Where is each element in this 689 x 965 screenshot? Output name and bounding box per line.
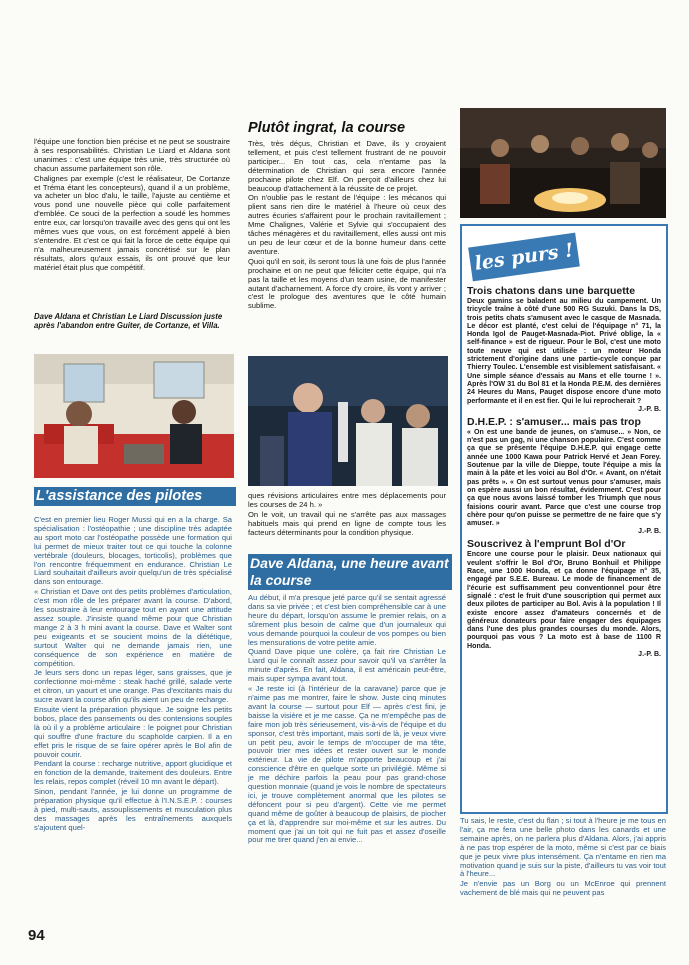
photo-caption: Dave Aldana et Christian Le Liard Discussion juste après l'abandon entre Guiter, de Cortanze, et Villa. — [34, 312, 223, 330]
sidebar-text: « On est une bande de jeunes, on s'amuse... » Non, ce n'est pas un gag, ni une chanson populaire. C'est comme ça que se présente l'équipe D.H.E.P. qui engage cette année une 1000 Kawa pour Patrick Hervé et Jean Forey. Soutenue par la ville de Dieppe, toute l'équipe a mis la main à la pâte et les voici au Bol d'Or. « Avant, on n'était pas prêts ». « On est surtout venus pour s'amuser, mais on espère aussi un bon résultat, évidemment. C'est pour ça que nous avons laissé tomber les Triumph que nous faisions courir avant. Parce que c'est une course trop chère pour qu'on puisse se permettre de ne faire que s'y amuser. » — [467, 427, 661, 528]
paragraph: ques révisions articulaires entre mes déplacements pour les courses de 24 h. » — [248, 491, 446, 509]
paragraph: Au début, il m'a presque jeté parce qu'il se sentait agressé dans sa vie privée ; et c'est bien compréhensible car à une heure du départ, lorsqu'on assume le premier relais, on a sûrement plus besoin de calme que d'un journaleux qui vous demande pourquoi la couleur de vos pompes ou bien les mensurations de votre petite amie. — [248, 593, 446, 647]
sidebar-text: Deux gamins se baladent au milieu du campement. Un tricycle traîne à côté d'une 500 RG Suzuki. Dans la DS, trois petits chats s'amusent avec le casque de Masnada. Le décor est planté, c'est celui de l'équipage n° 71, la Honda Igol de Pauget-Masnada-Piot. Privé oblige, la « self-finance » est de rigueur. Pour le Bol, c'est une moto toute neuve qui est utilisée : un moteur Honda strictement d'origine dans une partie-cycle conçue par Thierry Toulec. L'ensemble est visiblement satisfaisant. « Une simple séance d'essais au Mans et elle tourne ! ». Après l'OW 31 du Bol 81 et la Honda P.E.M. des dernières 24 Heures du Mans, Pauget dispose encore d'une moto performante et il en est fier. Qui le lui reprocherait ? — [467, 297, 661, 405]
photo-caravan-interior — [34, 354, 234, 478]
mid-text — [248, 492, 446, 539]
paragraph: « Je reste ici (à l'intérieur de la caravane) parce que je n'aime pas me montrer, faire le show. Juste cinq minutes avant la course — surtout pour Elf — après c'est fini, je baisse la visière et je me casse. Ça ne m'empêche pas de faire mon job très sérieusement, vis-à-vis de l'équipe et du sponsor, c'est très important, mais sorti de là, je veux vivre un petit peu, avoir le temps de m'occuper de ma tête, pouvoir trier mes idées et rester ouvert sur le monde extérieur. La vie de pilote m'apporte beaucoup et j'ai conscience d'être en quelque sorte un privilégié. Même si je me déchire parfois la peau pour pas grand-chose question monnaie (quand je vois le nombre de spectateurs ici, je trouve complètement anormal que les pilotes se défoncent pour si peu d'argent). Cette vie me permet quand même de goûter à beaucoup de plaisirs, de piocher ça et là, d'apprendre sur moi-même et sur les autres. Du moment que j'ai un toit qui ne fuit pas et assez d'oseille pour me tirer quand j'en ai envie... — [248, 684, 446, 845]
assist-heading: L'assistance des pilotes — [34, 487, 236, 506]
paragraph: On le voit, un travail qui ne s'arrête pas aux massages habituels mais qui prend en ligne de compte tous les facteurs déterminants pour la condition physique. — [248, 509, 446, 537]
col1-text — [34, 138, 230, 274]
sidebar-signature: J.-P. B. — [638, 405, 661, 413]
page-number: 94 — [28, 927, 45, 944]
paragraph: Ensuite vient la préparation physique. Je soigne les petits bobos, place des pansements ou des contensions souples là où il y a problème articulaire : le poignet pour Christian qui souffre d'une fracture du scaphoïde carpien. Il a en effet pris le risque de se faire opérer après le Bol afin de pouvoir courir. — [34, 705, 232, 759]
photo-night-crowd — [460, 108, 666, 218]
dave-heading: Dave Aldana, une heure avant la course — [248, 554, 452, 590]
sidebar-content — [467, 286, 661, 662]
paragraph: Très, très déçus, Christian et Dave, ils y croyaient tellement, et puis c'est tellement frustrant de ne pouvoir participer... En tout cas, cela n'entame pas la détermination de Christian qui sera encore l'année prochaine pilote chez Elf. On perçoit d'ailleurs chez lui beaucoup d'attachement à la réussite de ce projet. — [248, 139, 446, 193]
paragraph: Chalignes par exemple (c'est le réalisateur, De Cortanze et Tréma étant les concepteurs), quand il a un problème, va acheter un bloc d'alu, le taille, l'ajuste au centième et vous pond une nouvelle pièce qui colle parfaitement d'emblée. Ce souci de la perfection a soudé les hommes entre eux, car lorsqu'on travaille avec des gens qui ont les mêmes vues que vous, on est forcément appelé à bien s'entendre. Et c'est ce qui fait la force de cette équipe qui n'a malheureusement jamais concrétisé sur le plan résultats, alors qu'aux essais, ils ont prouvé que leur matériel était plus que compétitif. — [34, 173, 230, 272]
sidebar-title: Trois chatons dans une barquette — [467, 285, 636, 297]
section-heading: Plutôt ingrat, la course — [248, 120, 406, 136]
sidebar-title: Souscrivez à l'emprunt Bol d'Or — [467, 538, 626, 551]
col2-text — [248, 140, 446, 312]
paragraph: « Christian et Dave ont des petits problèmes d'articulation, c'est mon rôle de les préparer avant la course. D'abord, les soustraire à leur entourage tout en ayant une attitude assez souple. J'insiste quand même pour que Christian mange 2 à 3 h mini avant la course. Dave et Walter sont peu exigeants et se soucient moins de la diététique, surtout Walter qui ne demande jamais rien, une conséquence de son expérience en matière de compétition. — [34, 587, 232, 668]
col3-text — [460, 817, 666, 899]
paragraph: Je n'envie pas un Borg ou un McEnroe qui prennent vachement de blé mais qui ne peuvent pas — [460, 879, 666, 898]
paragraph: Je leurs sers donc un repas léger, sans graisses, que je confectionne moi-même : steak haché grillé, salade verte et citron, un yaourt et une orange. Pas d'excitants mais du sucre avant la course afin qu'ils aient un peu de recharge. — [34, 668, 232, 705]
paragraph: Quand Dave pique une colère, ça fait rire Christian Le Liard qui le connaît assez pour savoir qu'il va s'arrêter la minute d'après. En fait, Aldana, il est américain peut-être, mais super sympa avant tout. — [248, 647, 446, 684]
paragraph: C'est en premier lieu Roger Mussi qui en a la charge. Sa spécialisation : l'ostéopathie ; une discipline très adaptée au sport moto car l'ostéopathe possède une formation qui lui permet de mieux traiter tout ce qui touche la colonne vertébrale (douleurs, blocages, torticolis), problèmes que l'on rencontre fréquemment en endurance. Christian Le Liard souhaitait d'ailleurs avoir quelqu'un de très spécialisé dans son entourage. — [34, 515, 232, 587]
paragraph: l'équipe une fonction bien précise et ne peut se soustraire à ses responsabilités. Christian Le Liard et Aldana sont unanimes : c'est une équipe très unie, très structurée où chacun assume parfaitement son rôle. — [34, 137, 230, 173]
sidebar-signature: J.-P. B. — [638, 528, 661, 536]
sidebar-text: Encore une course pour le plaisir. Deux nationaux qui veulent s'offrir le Bol d'Or, Bruno Bonhuil et Philippe Race, une 1000 Honda, et ça donne l'équipage n° 35, engagé par S.E.E. Bureau. Le mode de financement de l'écurie est suffisamment peu conventionnel pour être signalé : c'est le fruit d'une souscription qui permet aux deux pilotes de participer au Bol. Avis à la population ! Il existe encore assez d'amateurs concernés et de généreux donateurs pour faire engager des équipages dans l'une des plus grandes courses du monde. Alors, pourquoi pas vous ? La moto est à base de 1100 R Honda. — [467, 550, 661, 650]
sidebar-signature: J.-P. B. — [638, 650, 661, 658]
paragraph: Quoi qu'il en soit, ils seront tous là une fois de plus l'année prochaine et on ne peut que féliciter cette équipe, qui n'a pas la taille et les moyens d'un team usine, de manifester autant d'acharnement. A force d'y croire, ils vont y arriver ; c'est le prologue des aventures que le côté humain sublime. — [248, 256, 446, 311]
paragraph: Tu sais, le reste, c'est du flan ; si tout à l'heure je me tous en l'air, ça me fera une belle photo dans les canards et une semaine après, on ne parlera plus d'Aldana. Alors, j'ai appris à ne pas trop espérer de la moto, même si c'est par ce biais que je peux vivre plus intensément. Ça n'entame en rien ma motivation quand je suis sur la piste, d'ailleurs tu vas voir tout à l'heure... — [460, 816, 666, 879]
paragraph: Pendant la course : recharge nutritive, apport glucidique et en fonction de la demande, traitement des douleurs. Entre les relais, repos complet (réveil 10 mn avant le départ). — [34, 759, 232, 787]
paragraph: On n'oublie pas le restant de l'équipe : les mécanos qui plient sans rien dire le matériel à l'heure où ceux des autres écuries s'affairent pour le prochain ravitaillement ; Mme Chalignes, Valérie et Sylvie qui s'occupaient des tâches ménagères et du ravitaillement, elles aussi ont mis un peu de leur cœur et de la bonne humeur dans cette aventure. — [248, 193, 446, 256]
assist-text — [34, 516, 232, 834]
sidebar-badge: les purs ! — [468, 233, 580, 282]
paragraph: Sinon, pendant l'année, je lui donne un programme de préparation physique qu'il effectue à l'I.N.S.E.P. : courses à pied, multi-sauts, assouplissements et musculation plus des massages après les entraînements auxquels s'ajoutent quel- — [34, 787, 232, 832]
dave-text — [248, 594, 446, 846]
sidebar-title: D.H.E.P. : s'amuser... mais pas trop — [467, 415, 641, 428]
sidebar-box — [460, 224, 668, 814]
photo-pit-crew — [248, 356, 448, 486]
